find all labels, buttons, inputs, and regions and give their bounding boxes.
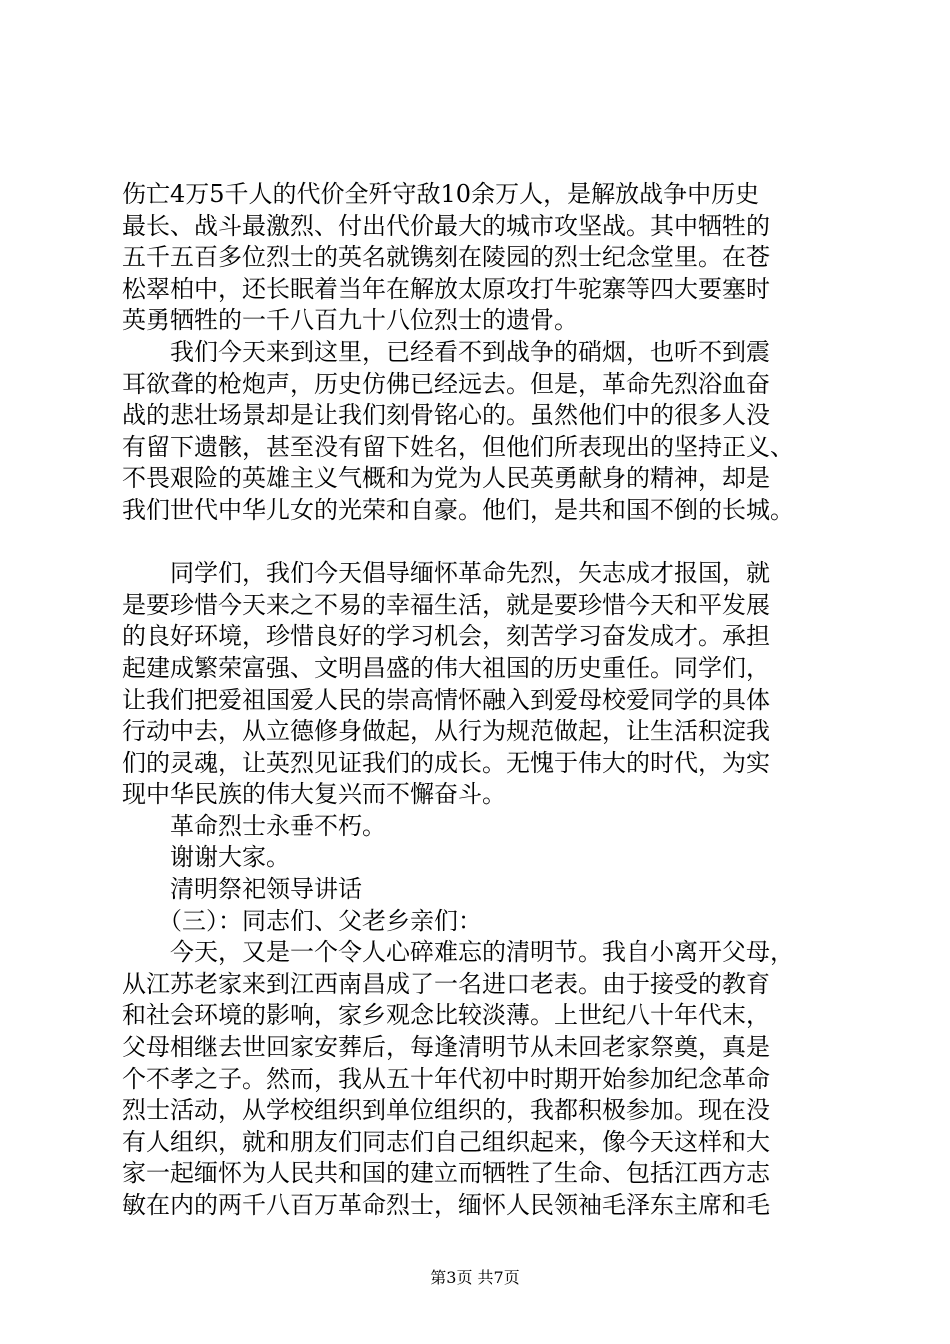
text-line: 家一起缅怀为人民共和国的建立而牺牲了生命、包括江西方志	[122, 1159, 770, 1188]
text-line: 行动中去，从立德修身做起，从行为规范做起，让生活积淀我	[122, 717, 770, 746]
text-line: 谢谢大家。	[122, 843, 290, 872]
text-line: 现中华民族的伟大复兴而不懈奋斗。	[122, 780, 506, 809]
text-line: 最长、战斗最激烈、付出代价最大的城市攻坚战。其中牺牲的	[122, 211, 770, 240]
text-line: 同学们，我们今天倡导缅怀革命先烈，矢志成才报国，就	[122, 559, 770, 588]
text-line: 不畏艰险的英雄主义气概和为党为人民英勇献身的精神，却是	[122, 464, 770, 493]
text-line: 松翠柏中，还长眠着当年在解放太原攻打牛驼寨等四大要塞时	[122, 274, 770, 303]
text-line: 的良好环境，珍惜良好的学习机会，刻苦学习奋发成才。承担	[122, 622, 770, 651]
page-footer: 第3页 共7页	[430, 1268, 520, 1287]
text-line: 是要珍惜今天来之不易的幸福生活，就是要珍惜今天和平发展	[122, 590, 770, 619]
text-line: 从江苏老家来到江西南昌成了一名进口老表。由于接受的教育	[122, 969, 770, 998]
text-line: 英勇牺牲的一千八百九十八位烈士的遗骨。	[122, 306, 578, 335]
text-line: 敏在内的两千八百万革命烈士，缅怀人民领袖毛泽东主席和毛	[122, 1191, 770, 1219]
text-line: 们的灵魂，让英烈见证我们的成长。无愧于伟大的时代，为实	[122, 748, 770, 777]
text-line: 清明祭祀领导讲话	[122, 875, 362, 904]
text-line: 伤亡4万5千人的代价全歼守敌10余万人，是解放战争中历史	[122, 180, 760, 208]
text-line: 和社会环境的影响，家乡观念比较淡薄。上世纪八十年代末，	[122, 1001, 770, 1030]
text-line: 革命烈士永垂不朽。	[122, 811, 386, 840]
text-line: 让我们把爱祖国爱人民的崇高情怀融入到爱母校爱同学的具体	[122, 685, 770, 714]
text-line	[122, 527, 838, 559]
text-line: 战的悲壮场景却是让我们刻骨铭心的。虽然他们中的很多人没	[122, 401, 770, 430]
text-line: 父母相继去世回家安葬后，每逢清明节从未回老家祭奠，真是	[122, 1033, 770, 1062]
text-line: 个不孝之子。然而，我从五十年代初中时期开始参加纪念革命	[122, 1064, 770, 1093]
document-body	[122, 179, 838, 1222]
text-line: （三）：同志们、父老乡亲们：	[122, 906, 482, 935]
text-line: 有人组织，就和朋友们同志们自己组织起来，像今天这样和大	[122, 1127, 770, 1156]
text-line: 有留下遗骸，甚至没有留下姓名，但他们所表现出的坚持正义、	[122, 432, 794, 461]
text-line: 我们今天来到这里，已经看不到战争的硝烟，也听不到震	[122, 337, 770, 366]
text-line: 烈士活动，从学校组织到单位组织的，我都积极参加。现在没	[122, 1096, 770, 1125]
text-line: 我们世代中华儿女的光荣和自豪。他们，是共和国不倒的长城。	[122, 495, 794, 524]
text-line: 今天，又是一个令人心碎难忘的清明节。我自小离开父母，	[122, 938, 794, 967]
text-line: 起建成繁荣富强、文明昌盛的伟大祖国的历史重任。同学们，	[122, 653, 770, 682]
text-line: 耳欲聋的枪炮声，历史仿佛已经远去。但是，革命先烈浴血奋	[122, 369, 770, 398]
text-line: 五千五百多位烈士的英名就镌刻在陵园的烈士纪念堂里。在苍	[122, 243, 770, 272]
